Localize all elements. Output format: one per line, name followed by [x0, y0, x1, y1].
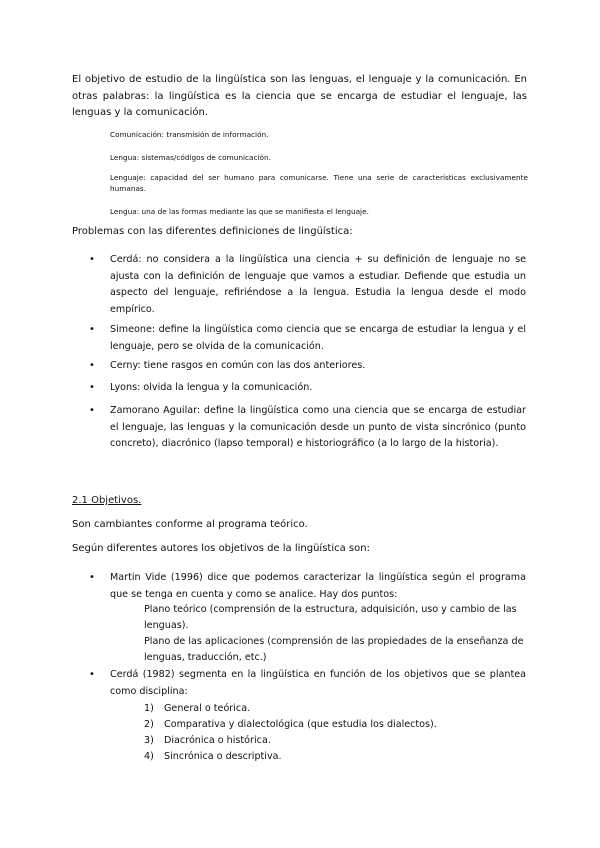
- objective-item-martin-vide: Martin Vide (1996) dice que podemos caracterizar la lingüística según el programa que se tenga en cuenta y como se analice. Hay dos puntos:: [110, 572, 526, 600]
- numbered-item-number: 2): [144, 719, 154, 730]
- numbered-item: [144, 733, 271, 749]
- plano-aplicaciones: Plano de las aplicaciones (comprensión de las propiedades de la enseñanza de lenguas, traducción, etc.): [144, 636, 524, 663]
- numbered-item-text: General o teórica.: [164, 703, 251, 714]
- definition-comunicacion: Comunicación: transmisión de información.: [110, 130, 269, 139]
- numbered-item: [144, 717, 437, 733]
- numbered-item: [144, 749, 282, 765]
- problems-intro: Problemas con las diferentes definiciones de lingüística:: [72, 226, 353, 237]
- numbered-item-text: Sincrónica o descriptiva.: [164, 751, 282, 762]
- intro-paragraph: El objetivo de estudio de la lingüística son las lenguas, el lenguaje y la comunicación. En otras palabras: la lingüística es la ciencia que se encarga de estudiar el lenguaje, las lenguas y la comunicación.: [72, 74, 527, 118]
- problem-item-zamorano: Zamorano Aguilar: define la lingüística como una ciencia que se encarga de estudiar el lenguaje, las lenguas y la comunicación desde un punto de vista sincrónico (punto concreto), diacrónico (lapso temporal) e historiográfico (a lo largo de la historia).: [110, 405, 526, 449]
- problem-item-cerda: Cerdá: no considera a la lingüística una ciencia + su definición de lenguaje no se ajusta con la definición de lenguaje que vamos a estudiar. Defiende que estudia un aspecto del lenguaje, refiriéndose a la lengua. Estudia la lengua desde el modo empírico.: [110, 254, 526, 315]
- section-heading-objetivos: 2.1 Objetivos.: [72, 495, 142, 506]
- numbered-item-number: 4): [144, 751, 154, 762]
- bullet-icon: •: [89, 669, 95, 680]
- numbered-item: [144, 701, 250, 717]
- numbered-item-number: 3): [144, 735, 154, 746]
- paragraph-segun: Según diferentes autores los objetivos de la lingüística son:: [72, 543, 370, 554]
- plano-teorico: Plano teórico (comprensión de la estructura, adquisición, uso y cambio de las lenguas).: [144, 604, 517, 631]
- definition-lenguaje: Lenguaje: capacidad del ser humano para comunicarse. Tiene una serie de características exclusivamente humanas.: [110, 173, 528, 193]
- paragraph-cambiantes: Son cambiantes conforme al programa teórico.: [72, 519, 308, 530]
- bullet-icon: •: [89, 382, 95, 393]
- problem-item-cerny: Cerny: tiene rasgos en común con las dos anteriores.: [110, 360, 366, 371]
- bullet-icon: •: [89, 360, 95, 371]
- definition-lengua-2: Lengua: una de las formas mediante las que se manifiesta el lenguaje.: [110, 207, 369, 216]
- objective-item-cerda-1982: Cerdá (1982) segmenta en la lingüística en función de los objetivos que se plantea como disciplina:: [110, 669, 526, 697]
- bullet-icon: •: [89, 324, 95, 335]
- numbered-item-text: Diacrónica o histórica.: [164, 735, 271, 746]
- problem-item-lyons: Lyons: olvida la lengua y la comunicación.: [110, 382, 313, 393]
- bullet-icon: •: [89, 572, 95, 583]
- numbered-item-number: 1): [144, 703, 154, 714]
- numbered-item-text: Comparativa y dialectológica (que estudia los dialectos).: [164, 719, 437, 730]
- bullet-icon: •: [89, 405, 95, 416]
- definition-lengua: Lengua: sistemas/códigos de comunicación.: [110, 153, 271, 162]
- problem-item-simeone: Simeone: define la lingüística como ciencia que se encarga de estudiar la lengua y el lenguaje, pero se olvida de la comunicación.: [110, 324, 526, 352]
- bullet-icon: •: [89, 254, 95, 265]
